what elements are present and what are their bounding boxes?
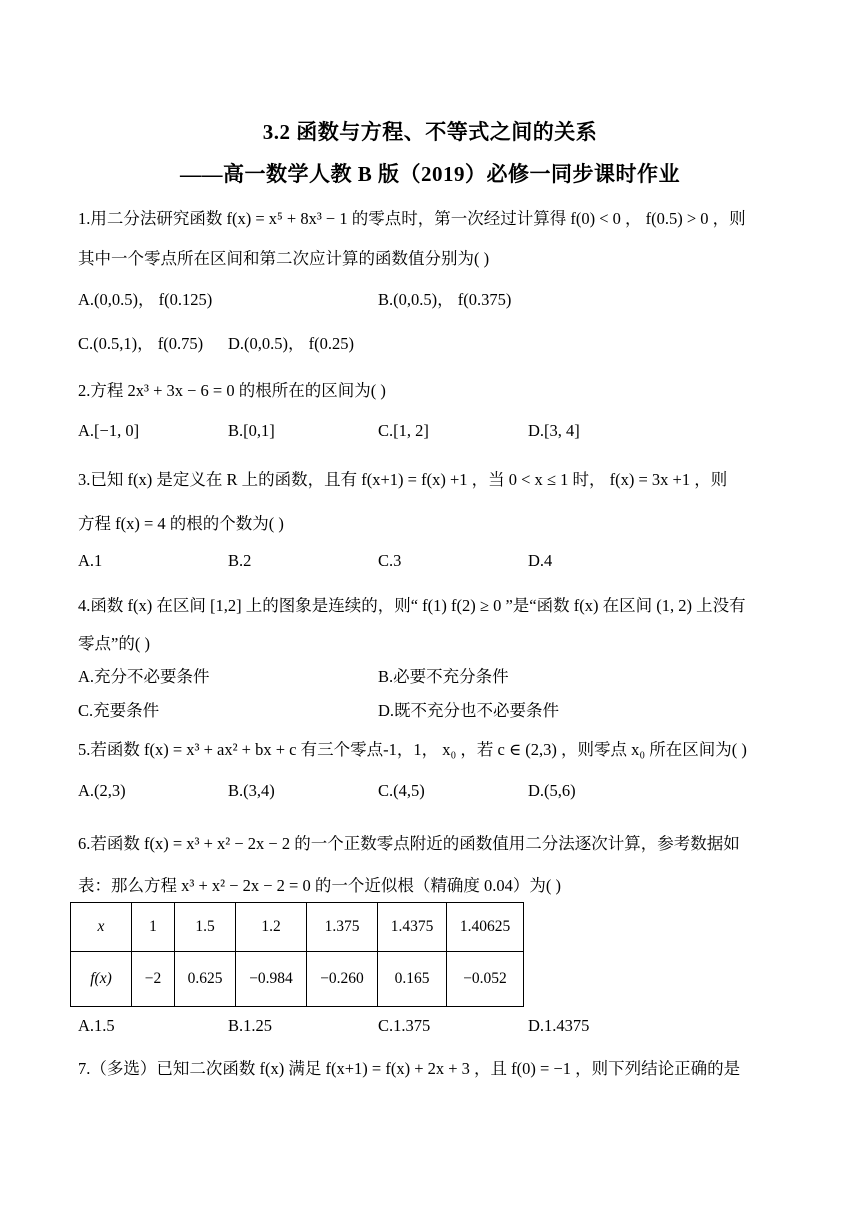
q1-stem-line1: 1.用二分法研究函数 f(x) = x⁵ + 8x³ − 1 的零点时，第一次经过计算得 f(0) < 0 ， f(0.5) > 0 ，则 [78,209,746,228]
q4-option-c: C.充要条件 [78,701,160,720]
q1-option-d: D.(0,0.5)， f(0.25) [228,334,355,353]
table-cell: −0.260 [307,952,378,1007]
table-cell: 0.625 [175,952,236,1007]
q1-option-c: C.(0.5,1)， f(0.75) [78,334,204,353]
q7-stem-line1: 7.（多选）已知二次函数 f(x) 满足 f(x+1) = f(x) + 2x + 3 ，且 f(0) = −1 ，则下列结论正确的是 [78,1059,741,1078]
q5-stem-line1: 5.若函数 f(x) = x³ + ax² + bx + c 有三个零点-1，1， x₀ ，若 c ∈ (2,3) ，则零点 x₀ 所在区间为( ) [78,740,747,759]
q3-option-c: C.3 [378,551,402,570]
q4-option-b: B.必要不充分条件 [378,667,509,686]
q4-stem-line1: 4.函数 f(x) 在区间 [1,2] 上的图象是连续的，则“ f(1) f(2) ≥ 0 ”是“函数 f(x) 在区间 (1, 2) 上没有 [78,596,746,615]
table-cell: −0.052 [447,952,524,1007]
table-cell: −0.984 [236,952,307,1007]
table-cell: 1.375 [307,903,378,952]
q3-option-b: B.2 [228,551,252,570]
page-subtitle: ——高一数学人教 B 版（2019）必修一同步课时作业 [179,162,680,186]
q2-stem-line1: 2.方程 2x³ + 3x − 6 = 0 的根所在的区间为( ) [78,381,386,400]
table-header-cell: f(x) [71,952,132,1007]
table-cell: −2 [132,952,175,1007]
q3-option-d: D.4 [528,551,553,570]
table-cell: 1.5 [175,903,236,952]
table-cell: 0.165 [378,952,447,1007]
q3-stem-line1: 3.已知 f(x) 是定义在 R 上的函数，且有 f(x+1) = f(x) +1 ，当 0 < x ≤ 1 时， f(x) = 3x +1 ，则 [78,470,728,489]
q4-option-a: A.充分不必要条件 [78,667,210,686]
q2-option-c: C.[1, 2] [378,421,429,440]
q6-stem-line2: 表：那么方程 x³ + x² − 2x − 2 = 0 的一个近似根（精确度 0.04）为( ) [78,876,561,895]
table-header-cell: x [71,903,132,952]
q1-option-a: A.(0,0.5)， f(0.125) [78,290,213,309]
q2-option-a: A.[−1, 0] [78,421,140,440]
q6-option-d: D.1.4375 [528,1016,590,1035]
q6-option-c: C.1.375 [378,1016,431,1035]
q4-stem-line2: 零点”的( ) [78,634,150,653]
q1-stem-line2: 其中一个零点所在区间和第二次应计算的函数值分别为( ) [78,249,490,268]
q3-option-a: A.1 [78,551,103,570]
q6-stem-line1: 6.若函数 f(x) = x³ + x² − 2x − 2 的一个正数零点附近的函数值用二分法逐次计算，参考数据如 [78,834,740,853]
page-title: 3.2 函数与方程、不等式之间的关系 [262,120,598,144]
table-cell: 1.4375 [378,903,447,952]
q5-option-b: B.(3,4) [228,781,275,800]
table-row [71,903,524,952]
q5-option-d: D.(5,6) [528,781,576,800]
table-cell: 1.2 [236,903,307,952]
q2-option-b: B.[0,1] [228,421,275,440]
q2-option-d: D.[3, 4] [528,421,580,440]
q5-option-c: C.(4,5) [378,781,425,800]
q3-stem-line2: 方程 f(x) = 4 的根的个数为( ) [78,514,284,533]
q4-option-d: D.既不充分也不必要条件 [378,701,560,720]
reference-data-table [70,902,524,1007]
table-row [71,952,524,1007]
q5-option-a: A.(2,3) [78,781,126,800]
q6-option-a: A.1.5 [78,1016,115,1035]
table-cell: 1 [132,903,175,952]
table-cell: 1.40625 [447,903,524,952]
q6-option-b: B.1.25 [228,1016,273,1035]
q1-option-b: B.(0,0.5)， f(0.375) [378,290,512,309]
